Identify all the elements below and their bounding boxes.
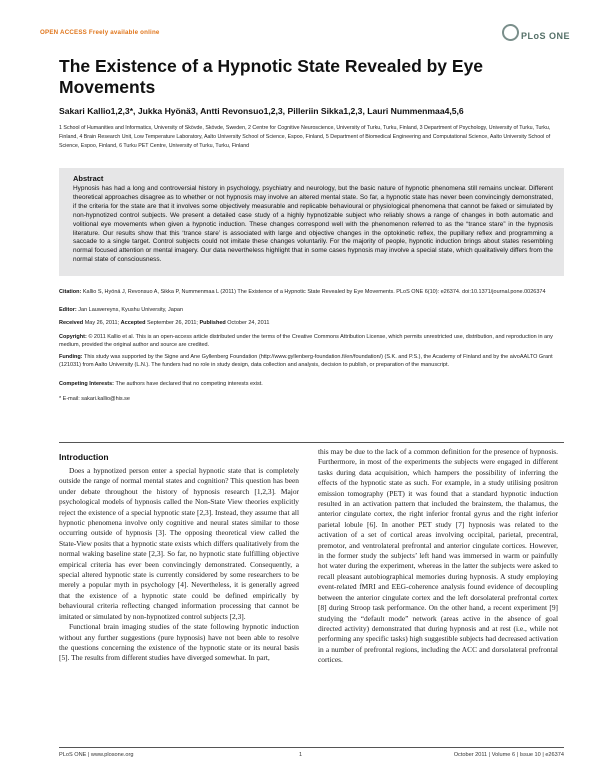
received-date: May 26, 2011; xyxy=(84,320,120,326)
citation-block xyxy=(59,288,559,296)
funding-block xyxy=(59,353,559,369)
section-divider xyxy=(59,442,564,443)
author-list: Sakari Kallio1,2,3*, Jukka Hyönä3, Antti Revonsuo1,2,3, Pilleriin Sikka1,2,3, Lauri Nummenmaa4,5,6 xyxy=(59,106,464,116)
citation-label: Citation: xyxy=(59,289,82,295)
journal-logo xyxy=(502,24,570,44)
corresponding-email: * E-mail: sakari.kallio@his.se xyxy=(59,396,130,402)
abstract-heading: Abstract xyxy=(73,174,104,183)
footer-journal-link[interactable]: PLoS ONE | www.plosone.org xyxy=(59,752,134,758)
paragraph: Does a hypnotized person enter a special hypnotic state that is completely outside the range of normal mental states and cognition? This question has been under debate throughout the history of hypnosis research [1,2,3]. Major psychological models of hypnosis called the Non-State View theories explicitly reject the existence of a special hypnotic state [2,3]. Instead, they assume that all hypnotic phenomena involve only cognitive and neural states similar to those occurring outside of hypnosis [3]. The opposing theoretical view called the State-View posits that a hypnotic state exists which differs qualitatively from the normal waking baseline state [2,3]. So far, no hypnotic state fulfilling objective empirical criteria has ever been convincingly demonstrated. Consequently, a special altered hypnotic state is currently considered by some researchers to be merely a popular myth in psychology [4]. Nevertheless, it is generally agreed that the existence of a hypnotic state could be defined empirically by behavioural criteria reflecting changed information processing that cannot be imitated or simulated by non-hypnotized control subjects [2,3]. xyxy=(59,466,299,621)
body-column-left xyxy=(59,466,299,664)
accepted-date: September 26, 2011; xyxy=(146,320,198,326)
plos-logo-icon xyxy=(502,24,519,41)
journal-logo-text: PLoS ONE xyxy=(520,31,570,41)
editor-label: Editor: xyxy=(59,307,77,313)
editor-text: Jan Lauwereyns, Kyushu University, Japan xyxy=(78,307,184,313)
accepted-label: Accepted xyxy=(120,320,146,326)
footer-issue: October 2011 | Volume 6 | Issue 10 | e26374 xyxy=(453,752,564,758)
journal-header xyxy=(40,24,570,42)
open-access-label xyxy=(40,29,160,36)
published-label: Published xyxy=(199,320,226,326)
received-label: Received xyxy=(59,320,84,326)
open-access-text: OPEN ACCESS Freely available online xyxy=(40,29,160,36)
citation-text: Kallio S, Hyönä J, Revonsuo A, Sikka P, Nummenmaa L (2011) The Existence of a Hypnotic State Revealed by Eye Movements. PLoS ONE 6(10): e26374. doi:10.1371/journal.pone.0026374 xyxy=(82,289,546,295)
copyright-text: © 2011 Kallio et al. This is an open-access article distributed under the terms of the Creative Commons Attribution License, which permits unrestricted use, distribution, and reproduction in any medium, provided the original author and source are credited. xyxy=(59,334,553,348)
funding-text: This study was supported by the Signe and Ane Gyllenberg Foundation (http://www.gyllenberg-foundation.fi/en/foundation/) (S.K. and P.S.), the Academy of Finland and by the aivoAALTO Grant (121031) from Aalto University (L.N.). The funders had no role in study design, data collection and analysis, decision to publish, or preparation of the manuscript. xyxy=(59,354,553,368)
abstract-text: Hypnosis has had a long and controversial history in psychology, psychiatry and neurology, but the basic nature of hypnotic phenomena still remains unclear. Different theoretical approaches disagree as to whether or not hypnosis may involve an altered mental state. So far, a hypnotic state has never been convincingly demonstrated, if the criteria for the state are that it involves some objectively measurable and replicable behavioural or physiological phenomena that cannot be faked or simulated by non-hypnotized control subjects. We present a detailed case study of a highly hypnotizable subject who reliably shows a range of changes in both automatic and volitional eye movements when given a hypnotic induction. These changes correspond well with the phenomenon referred to as the “trance stare” in the hypnosis literature. Our results show that this ‘trance stare’ is associated with large and objective changes in the optokinetic reflex, the pupillary reflex and programming a saccade to a single target. Control subjects could not imitate these changes voluntarily. For the majority of people, hypnotic induction brings about states resembling normal focused attention or mental imagery. Our data nevertheless highlight that in some cases hypnosis may involve a special state, which qualitatively differs from the normal state of consciousness. xyxy=(73,185,553,264)
paragraph: Functional brain imaging studies of the state following hypnotic induction without any further suggestions (pure hypnosis) have not been able to resolve the questions concerning the existence of the hypnotic state or its neural basis [5]. The results from different studies have diverged somewhat. In part, xyxy=(59,622,299,663)
published-date: October 24, 2011 xyxy=(227,320,270,326)
funding-label: Funding: xyxy=(59,354,83,360)
competing-interests-label: Competing Interests: xyxy=(59,381,115,387)
footer-divider xyxy=(59,747,564,748)
article-title: The Existence of a Hypnotic State Revealed by Eye Movements xyxy=(59,56,484,97)
body-column-right xyxy=(318,447,558,666)
copyright-label: Copyright: xyxy=(59,334,87,340)
editor-block xyxy=(59,306,559,314)
copyright-block xyxy=(59,333,559,349)
email-block xyxy=(59,395,559,403)
affiliations: 1 School of Humanities and Informatics, University of Skövde, Skövde, Sweden, 2 Centre for Cognitive Neuroscience, University of Turku, Turku, Finland, 3 Department of Psychology, University of Turku, Turku, Finland, 4 Brain Research Unit, Low Temperature Laboratory, Aalto University School of Science, Espoo, Finland, 5 Department of Biomedical Engineering and Computational Science, Aalto University School of Science, Espoo, Finland, 6 Turku PET Centre, University of Turku, Turku, Finland xyxy=(59,125,551,149)
page-number: 1 xyxy=(299,752,303,758)
dates-block xyxy=(59,319,559,327)
competing-interests-block xyxy=(59,380,559,388)
competing-interests-text: The authors have declared that no competing interests exist. xyxy=(115,381,263,387)
paragraph: this may be due to the lack of a common definition for the presence of hypnosis. Furthermore, in most of the experiments the subjects were engaged in different tasks during data acquisition, which hampers the possibility of inferring the effects of the hypnotic state as such. For example, in a study utilising positron emission tomography (PET) it was found that a standard hypnotic induction resulted in an activation pattern that included the brainstem, the thalamus, the anterior cingulate cortex, the right inferior frontal gyrus and the right inferior parietal lobule [6]. In another PET study [7] hypnosis was related to the activation of a set of cortical areas involving occipital, parietal, precentral, premotor, and ventrolateral prefrontal and anterior cingulate cortices. However, in the former study the subjects’ left hand was immersed in warm or painfully hot water during the experiment, whereas in the latter the subjects were asked to recall pleasant autobiographical memories during hypnosis. A study employing event-related fMRI and EEG-coherence analysis found evidence of decoupling between the anterior cingulate cortex and the left dorsolateral prefrontal cortex [8] during Stroop task performance. On the other hand, a recent experiment [9] studying the “default mode” network (areas active in the absence of goal directed activity) demonstrated that during hypnosis and at rest (i.e., while not performing any specific tasks) high suggestible subjects had decreased activation in a number of prefrontal regions, including the ACC and dorsolateral prefrontal cortices. xyxy=(318,447,558,665)
introduction-heading: Introduction xyxy=(59,452,109,462)
